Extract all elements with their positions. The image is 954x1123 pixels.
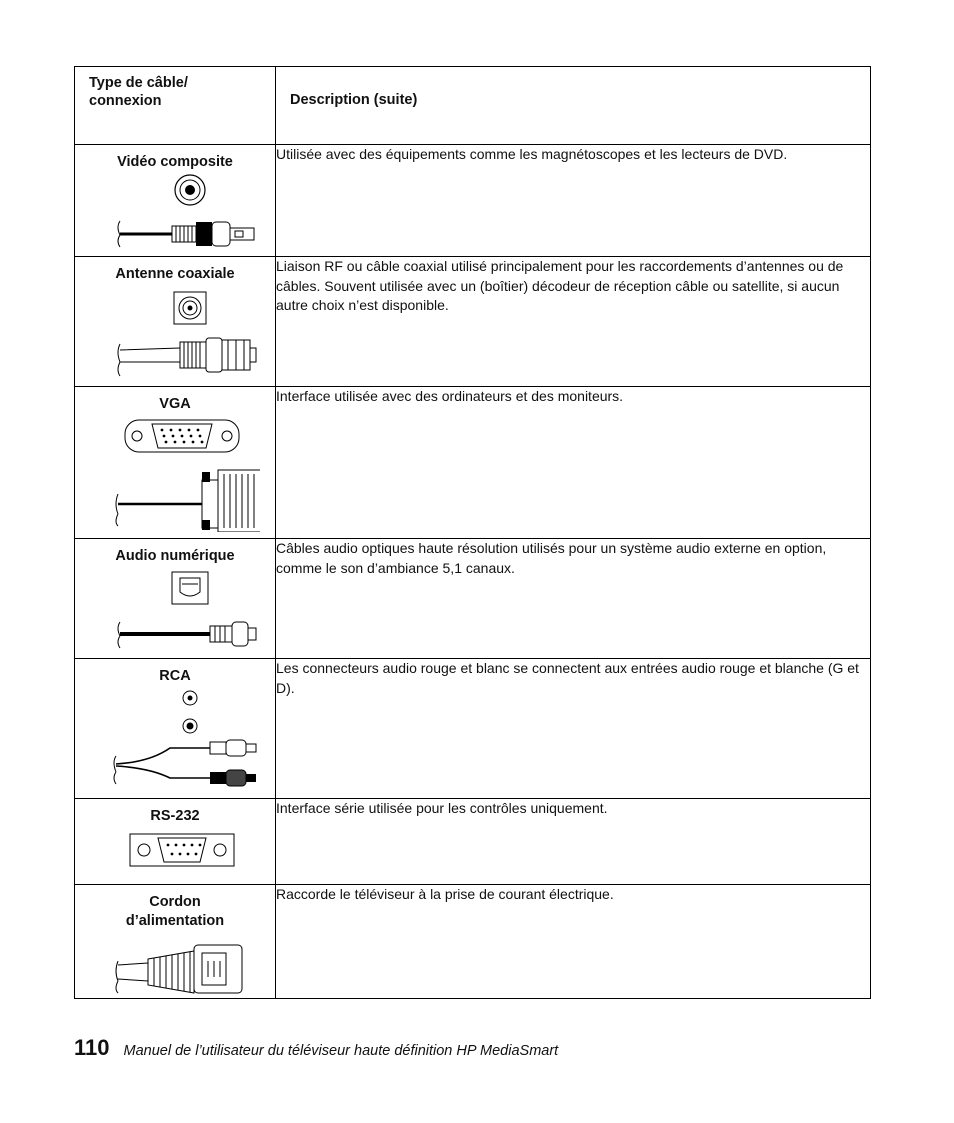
table-row-rca: [75, 659, 871, 799]
row-name: RS-232: [150, 808, 200, 824]
column-header-cable-type-line1: Type de câble/: [89, 75, 188, 91]
row-description: Interface utilisée avec des ordinateurs et des moniteurs.: [276, 387, 871, 539]
page-footer: [74, 1035, 558, 1061]
row-name: RCA: [159, 668, 191, 684]
row-name: Vidéo composite: [117, 154, 233, 170]
composite-video-connector-icon: [90, 172, 260, 252]
column-header-cable-type-line2: connexion: [89, 93, 162, 109]
table-row-vga: [75, 387, 871, 539]
power-cord-icon: [90, 931, 260, 995]
cable-connection-table: [74, 66, 871, 999]
table-row-coaxial-antenna: [75, 257, 871, 387]
rs232-connector-icon: [90, 826, 260, 878]
optical-audio-connector-icon: [90, 566, 260, 652]
table-row-digital-audio: [75, 539, 871, 659]
row-description: Câbles audio optiques haute résolution utilisés pour un système audio externe en option, comme le son d’ambiance 5,1 canaux.: [276, 539, 871, 659]
table-row-composite-video: [75, 145, 871, 257]
row-description: Interface série utilisée pour les contrôles uniquement.: [276, 799, 871, 885]
row-name-line2: d’alimentation: [125, 913, 225, 929]
table-header-row: [75, 67, 871, 145]
table-row-power-cord: [75, 885, 871, 999]
row-description: Les connecteurs audio rouge et blanc se connectent aux entrées audio rouge et blanche (G et D).: [276, 659, 871, 799]
row-name: Audio numérique: [115, 548, 235, 564]
row-name-line1: Cordon: [149, 894, 201, 910]
row-name: [75, 885, 275, 931]
manual-title: Manuel de l’utilisateur du téléviseur haute définition HP MediaSmart: [123, 1043, 559, 1059]
table-row-rs232: [75, 799, 871, 885]
row-description: Utilisée avec des équipements comme les magnétoscopes et les lecteurs de DVD.: [276, 145, 871, 257]
vga-connector-icon: [90, 414, 260, 532]
coaxial-connector-icon: [90, 284, 260, 380]
row-name: Antenne coaxiale: [115, 266, 235, 282]
row-description: Liaison RF ou câble coaxial utilisé principalement pour les raccordements d’antennes ou de câbles. Souvent utilisée avec un (boîtier) décodeur de réception câble ou satellite, si aucun autre choix n’est disponible.: [276, 257, 871, 387]
row-description: Raccorde le téléviseur à la prise de courant électrique.: [276, 885, 871, 999]
column-header-description: Description (suite): [276, 67, 871, 145]
rca-connector-icon: [90, 686, 260, 794]
row-name: VGA: [159, 396, 191, 412]
page-number: 110: [74, 1035, 110, 1060]
column-header-cable-type: [75, 67, 276, 145]
